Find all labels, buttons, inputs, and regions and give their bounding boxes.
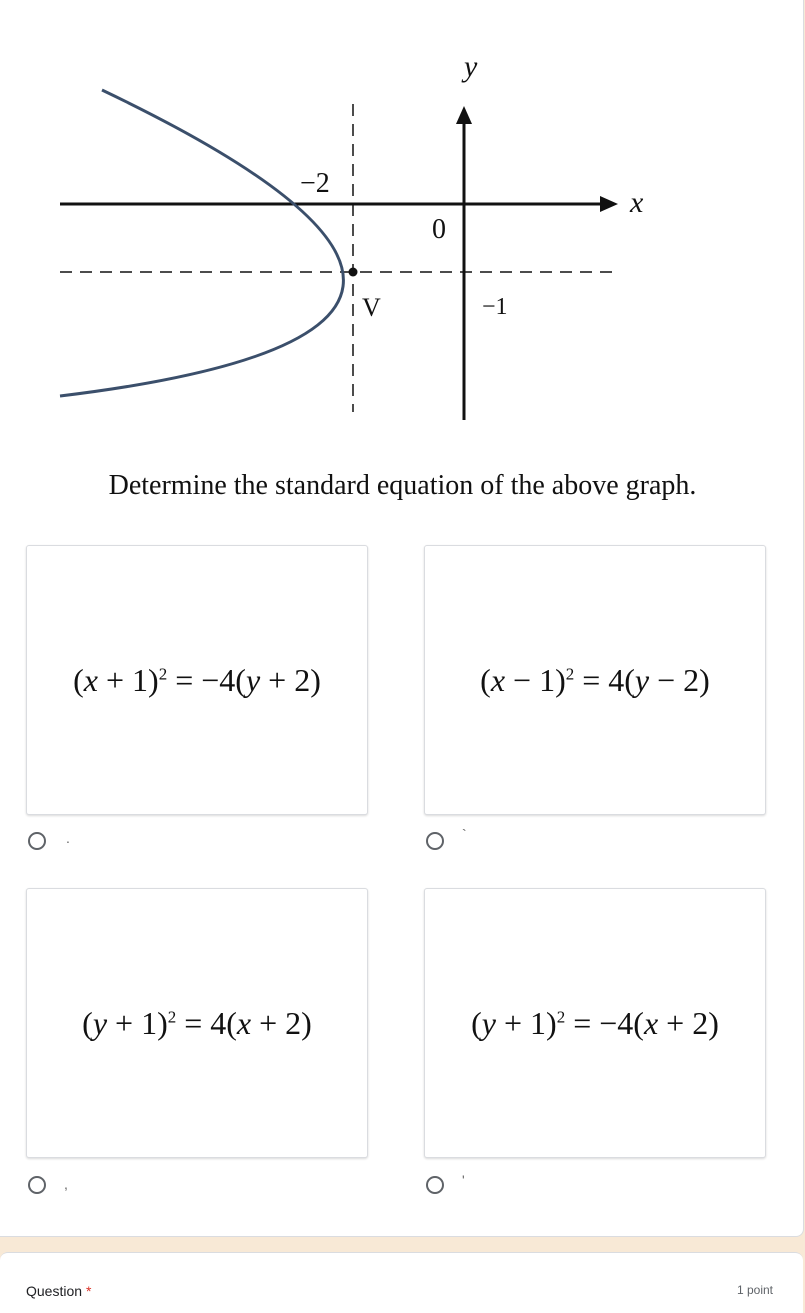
- equation-a: $(x + 1)^2 = -4(y + 2)$: [73, 661, 321, 698]
- option-label-b: `: [462, 826, 467, 842]
- next-question-title: Question *: [26, 1283, 92, 1299]
- option-radio-c[interactable]: [28, 1176, 46, 1194]
- equation-c: $(y + 1)^2 = 4(x + 2)$: [82, 1004, 312, 1041]
- parabola-curve: [60, 90, 343, 396]
- option-image-c[interactable]: [26, 888, 368, 1158]
- option-radio-a[interactable]: [28, 832, 46, 850]
- option-radio-b[interactable]: [426, 832, 444, 850]
- equation-b: $(x - 1)^2 = 4(y - 2)$: [480, 661, 710, 698]
- option-label-d: ': [462, 1172, 465, 1188]
- x-axis-arrow: [600, 196, 618, 212]
- option-radio-d[interactable]: [426, 1176, 444, 1194]
- required-asterisk: *: [85, 1283, 92, 1299]
- points-label: 1 point: [736, 1283, 773, 1297]
- x-tick-label: −2: [300, 168, 330, 199]
- y-tick-label: −1: [482, 294, 508, 320]
- parabola-graph: [40, 40, 680, 430]
- y-axis-arrow: [456, 106, 472, 124]
- vertex-point: [349, 268, 358, 277]
- option-image-d[interactable]: [424, 888, 766, 1158]
- next-question-card: [0, 1252, 803, 1313]
- origin-label: 0: [432, 214, 446, 245]
- y-axis-label: y: [464, 50, 478, 83]
- option-image-b[interactable]: [424, 545, 766, 815]
- equation-d: $(y + 1)^2 = -4(x + 2)$: [471, 1004, 719, 1041]
- x-axis-label: x: [630, 186, 644, 219]
- question-text: Determine the standard equation of the above graph.: [108, 470, 697, 501]
- option-label-c: ,: [64, 1176, 68, 1192]
- vertex-label: V: [362, 293, 381, 322]
- option-label-a: .: [66, 830, 70, 846]
- option-image-a[interactable]: [26, 545, 368, 815]
